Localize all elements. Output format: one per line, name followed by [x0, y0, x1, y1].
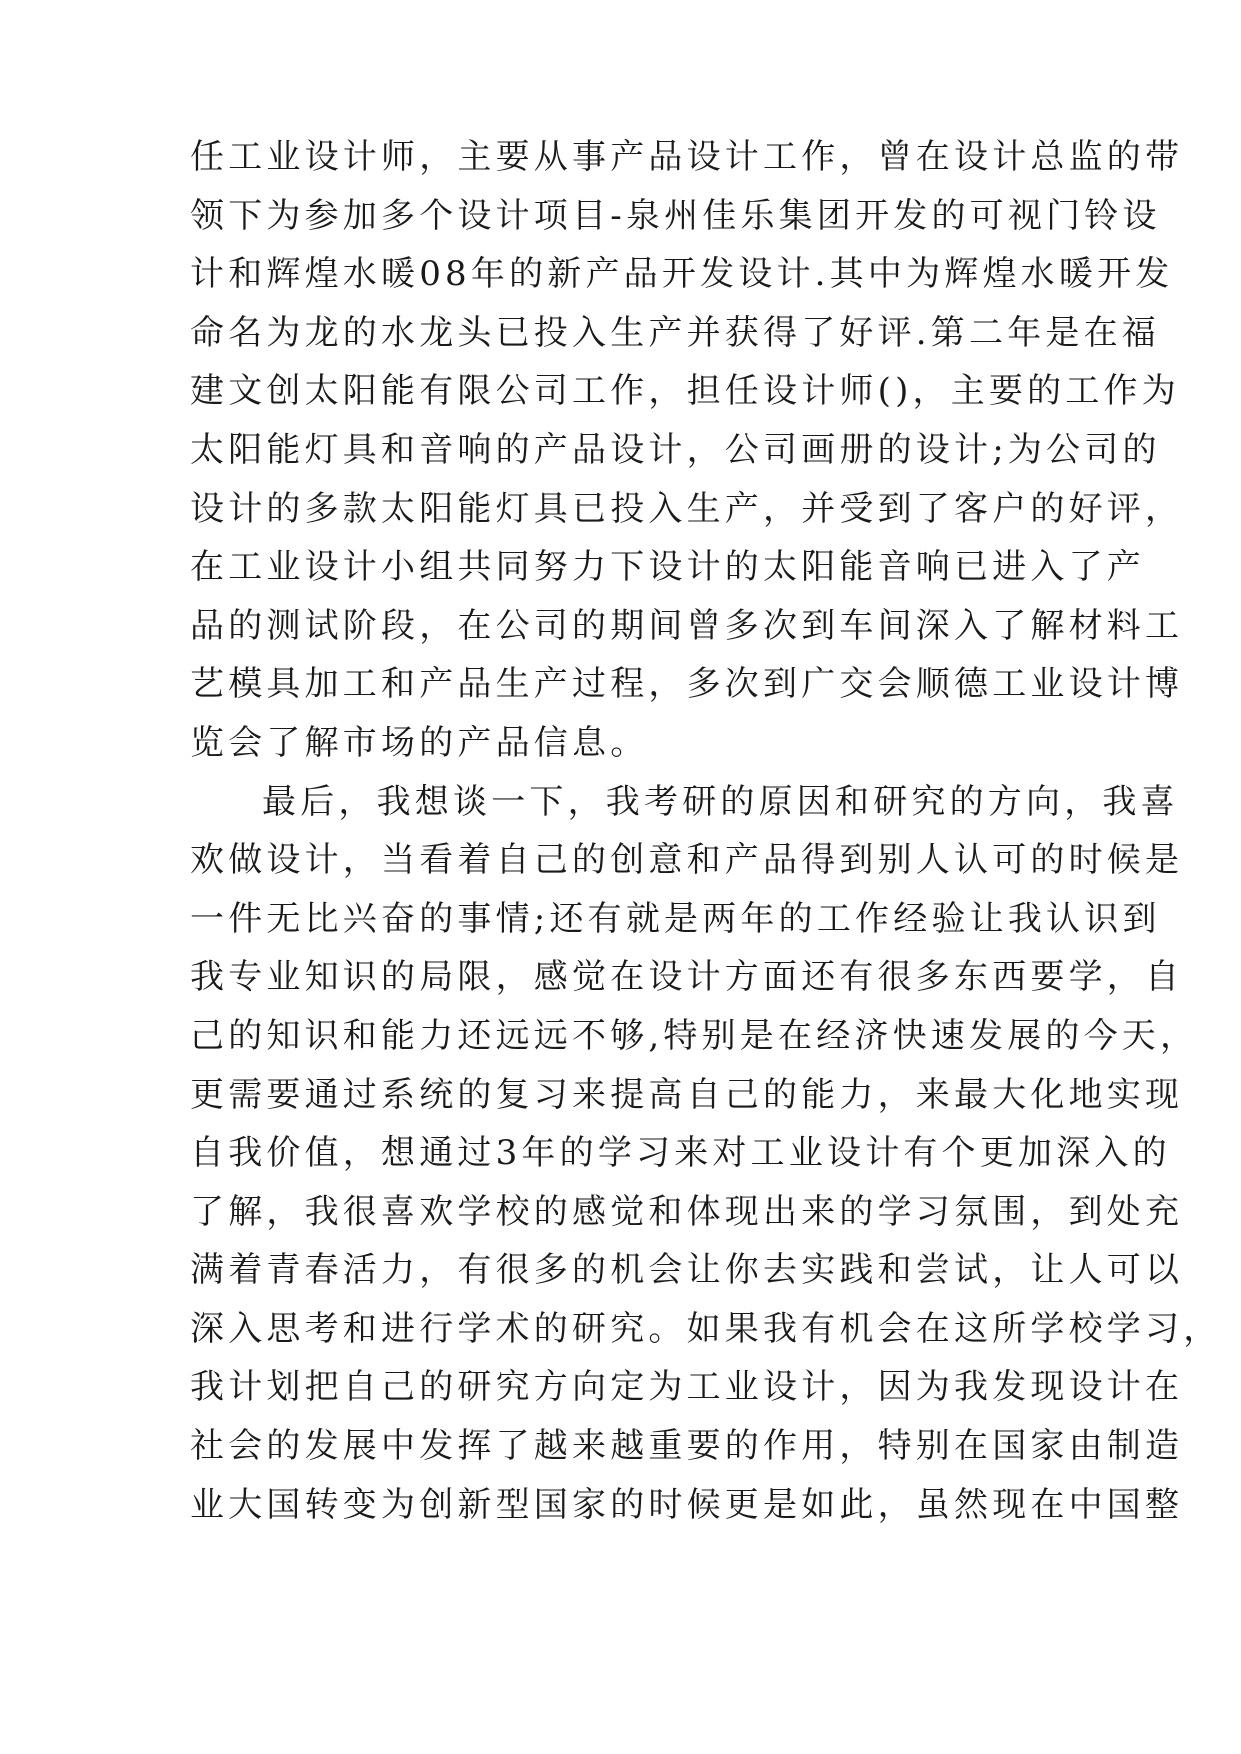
text-line: 深入思考和进行学术的研究。如果我有机会在这所学校学习，: [190, 1308, 1222, 1349]
text-line: 社会的发展中发挥了越来越重要的作用，特别在国家由制造: [190, 1426, 1184, 1467]
text-line: 我计划把自己的研究方向定为工业设计，因为我发现设计在: [190, 1367, 1184, 1408]
text-line-indented: 最后，我想谈一下，我考研的原因和研究的方向，我喜: [262, 781, 1179, 822]
text-line: 在工业设计小组共同努力下设计的太阳能音响已进入了产: [190, 547, 1145, 588]
text-line: 欢做设计，当看着自己的创意和产品得到别人认可的时候是: [190, 840, 1184, 881]
text-line: 设计的多款太阳能灯具已投入生产，并受到了客户的好评，: [190, 488, 1184, 529]
text-line: 品的测试阶段，在公司的期间曾多次到车间深入了解材料工: [190, 605, 1184, 646]
text-line: 更需要通过系统的复习来提高自己的能力，来最大化地实现: [190, 1074, 1184, 1115]
text-line: 一件无比兴奋的事情;还有就是两年的工作经验让我认识到: [190, 898, 1161, 939]
text-line: 领下为参加多个设计项目-泉州佳乐集团开发的可视门铃设: [190, 195, 1161, 236]
text-line: 自我价值，想通过3年的学习来对工业设计有个更加深入的: [190, 1133, 1171, 1174]
text-line: 览会了解市场的产品信息。: [190, 722, 649, 763]
text-line: 艺模具加工和产品生产过程，多次到广交会顺德工业设计博: [190, 664, 1184, 705]
text-line: 太阳能灯具和音响的产品设计，公司画册的设计;为公司的: [190, 429, 1161, 470]
text-line: 命名为龙的水龙头已投入生产并获得了好评.第二年是在福: [190, 312, 1161, 353]
text-line: 己的知识和能力还远远不够,特别是在经济快速发展的今天，: [190, 1015, 1199, 1056]
paragraph-2: [190, 773, 1222, 1535]
text-line: 我专业知识的局限，感觉在设计方面还有很多东西要学，自: [190, 957, 1184, 998]
text-line: 业大国转变为创新型国家的时候更是如此，虽然现在中国整: [190, 1484, 1184, 1525]
paragraph-1: [190, 128, 1184, 773]
text-line: 建文创太阳能有限公司工作，担任设计师()，主要的工作为: [190, 371, 1180, 412]
text-line: 任工业设计师，主要从事产品设计工作，曾在设计总监的带: [190, 137, 1184, 177]
text-line: 了解，我很喜欢学校的感觉和体现出来的学习氛围，到处充: [190, 1191, 1184, 1232]
text-line: 计和辉煌水暖08年的新产品开发设计.其中为辉煌水暖开发: [190, 254, 1174, 295]
text-line: 满着青春活力，有很多的机会让你去实践和尝试，让人可以: [190, 1250, 1184, 1291]
document-body: [190, 128, 1222, 1534]
